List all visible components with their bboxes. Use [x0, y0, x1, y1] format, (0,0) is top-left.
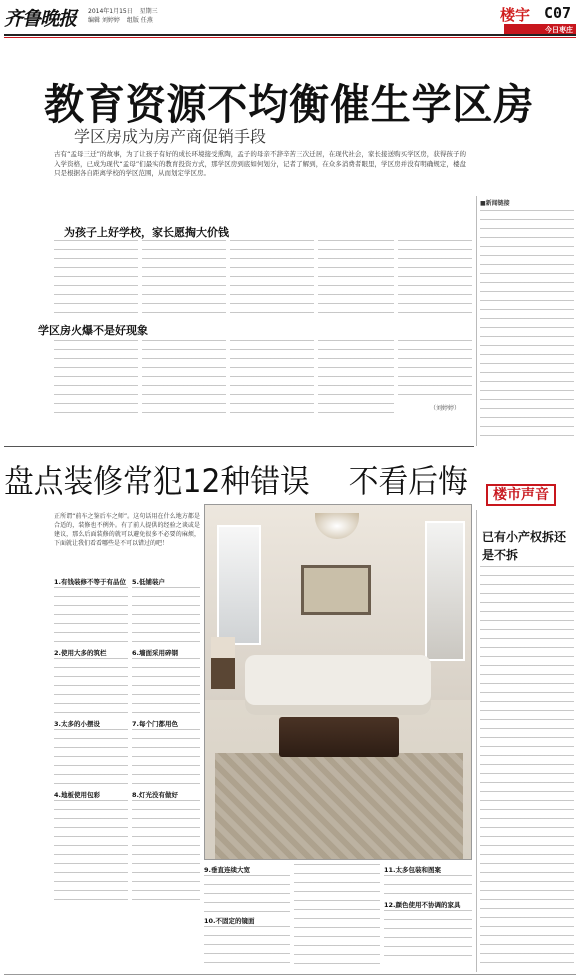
story2-col1	[54, 576, 128, 970]
page-number: C07	[544, 4, 572, 22]
story1-byline: （刘婷婷）	[430, 405, 461, 412]
sidebar-label: ■新闻链接	[480, 200, 510, 207]
header-accent-rule	[4, 37, 576, 38]
photo-wall-art	[301, 565, 371, 615]
story2-col4	[294, 864, 380, 970]
story1-body-col7	[142, 340, 226, 414]
story1-section2-title: 学区房火爆不是好现象	[38, 324, 148, 337]
story1-body-col9	[318, 340, 394, 414]
photo-coffee-table	[279, 717, 399, 757]
story2-headline	[4, 456, 468, 502]
editor-credit: 编辑 刘婷婷	[88, 17, 120, 24]
sidebar2-rule	[476, 510, 477, 972]
story2-headline-part2: 不看后悔	[348, 462, 468, 500]
tip-11-heading: 11.太多包装和图案	[384, 866, 442, 874]
tip-10-heading: 10.不固定的镜面	[204, 917, 255, 925]
story2-col2	[132, 576, 200, 970]
photo-window-right	[425, 521, 465, 661]
tip-3-heading: 3.太多的小摆设	[54, 720, 100, 728]
story1-body-col8	[230, 340, 314, 414]
section-name: 楼宇	[500, 6, 531, 24]
story2-headline-part1: 盘点装修常犯12种错误	[4, 462, 310, 500]
story2-col3	[204, 864, 290, 970]
tip-6-heading: 6.墙面采用碎钢	[132, 649, 178, 657]
story1-section1-title: 为孩子上好学校，家长愿掏大价钱	[64, 226, 229, 239]
story2-col5	[384, 864, 472, 970]
tip-12-heading: 12.颜色使用不协调的家具	[384, 901, 461, 909]
story1-headline: 教育资源不均衡催生学区房	[44, 80, 535, 129]
photo-floor-lamp	[211, 637, 235, 689]
story1-body-col2	[142, 240, 226, 318]
header-rule	[4, 34, 576, 36]
tip-9-heading: 9.垂直连续大宽	[204, 866, 250, 874]
sidebar-body	[480, 210, 574, 444]
tip-8-heading: 8.灯光没有做好	[132, 791, 178, 799]
story3-headline: 已有小产权拆还是不拆	[482, 530, 567, 562]
footer-rule	[4, 974, 576, 975]
tip-1-heading: 1.有钱装修不等于有品位	[54, 578, 126, 586]
issue-weekday: 星期三	[139, 8, 158, 15]
photo-sofa	[245, 655, 431, 715]
column-logo: 楼市声音	[486, 484, 556, 506]
issue-meta	[88, 7, 163, 25]
story3-body	[480, 566, 574, 970]
tip-2-heading: 2.使用大多的筑栏	[54, 649, 107, 657]
story1-body-col6	[54, 340, 138, 414]
photo-rug	[215, 753, 463, 860]
photo-window-left	[217, 525, 261, 645]
section-divider	[4, 446, 474, 447]
story1-body-col3	[230, 240, 314, 318]
section-tagline: 今日枣庄	[504, 24, 576, 36]
masthead-logo: 齐鲁晚报	[4, 8, 77, 30]
section-header	[500, 4, 576, 34]
interior-photo	[204, 504, 472, 860]
story2-intro: 正所谓“前车之鉴后车之师”。这句话用在什么地方都是合适的，装修也不例外。有了前人提供的经验之谈或是建议，那么后面装修的就可以避免很多不必要的麻烦，下面就让我们看看哪些是不可以错过的吧！	[54, 513, 200, 547]
issue-date: 2014年1月15日	[88, 8, 133, 15]
story1-body-col4	[318, 240, 394, 318]
story1-subhead: 学区房成为房产商促销手段	[74, 127, 267, 146]
tip-7-heading: 7.每个门都用色	[132, 720, 178, 728]
tip-4-heading: 4.地板使用包彩	[54, 791, 100, 799]
tip-5-heading: 5.低铺装户	[132, 578, 165, 586]
sidebar-rule	[476, 196, 477, 446]
story1-lead: 古有“孟母三迁”的故事，为了让孩子有好的成长环境接受熏陶，孟子的母亲不辞辛苦三次迁居，在现代社会，家长接送购买学区房，获得孩子的入学资格，已成为现代“孟母”们最实的教育投资方式，那学区房到底如何划分，记者了解到，在众多消费者眼里，学区房并没有明确规定，楼盘只是根据各自距离学校的学区范围，从而划定学区房。	[54, 150, 466, 177]
story1-body-col1	[54, 240, 138, 318]
story1-body-col10	[398, 340, 472, 402]
layout-credit: 组版 任燕	[126, 17, 153, 24]
story1-body-col5	[398, 240, 472, 318]
